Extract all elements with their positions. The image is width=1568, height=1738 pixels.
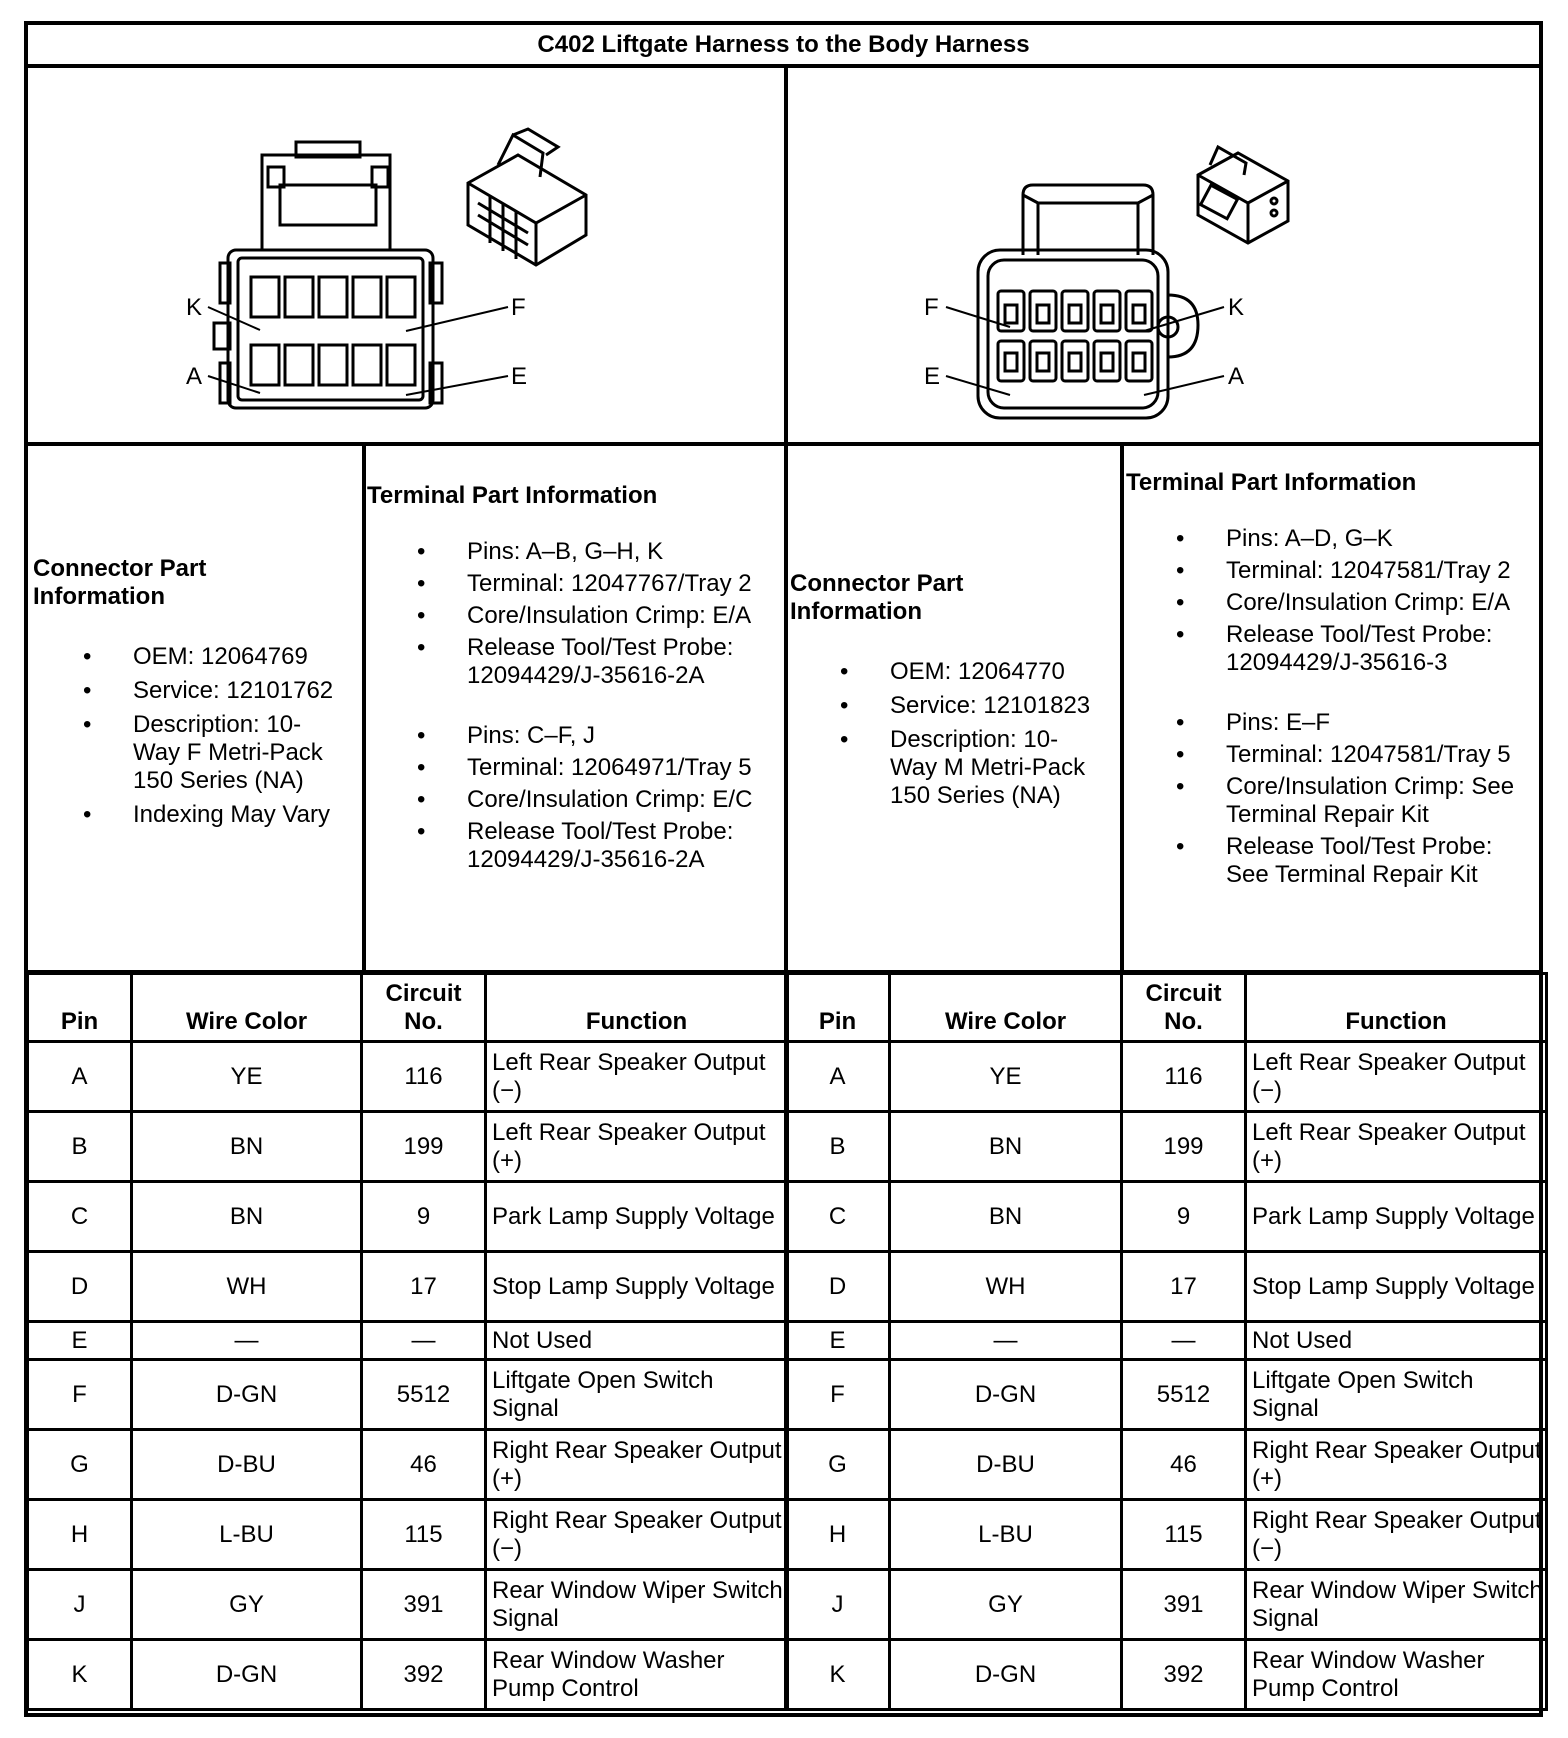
- list-item: • OEM: 12064769: [33, 643, 358, 671]
- wire-color-cell: D-BU: [890, 1430, 1122, 1500]
- table-row: [786, 1252, 1547, 1322]
- wire-color-cell: —: [890, 1322, 1122, 1360]
- list-item: • Description: 10-Way M Metri-Pack 150 Series (NA): [790, 726, 1115, 810]
- header-circuit: Circuit No.: [362, 974, 486, 1042]
- table-row: [28, 1570, 788, 1640]
- circuit-cell: 46: [362, 1430, 486, 1500]
- right-connector-header: Connector Part Information: [790, 570, 964, 625]
- right-label-f: F: [924, 294, 939, 321]
- function-cell: Not Used: [486, 1322, 788, 1360]
- header-pin: Pin: [28, 974, 132, 1042]
- wire-color-cell: BN: [132, 1182, 362, 1252]
- table-row: [786, 1570, 1547, 1640]
- table-row: [28, 1322, 788, 1360]
- list-item: • Pins: C–F, J: [367, 722, 782, 750]
- circuit-cell: 392: [1122, 1640, 1246, 1710]
- table-row: [786, 1500, 1547, 1570]
- left-connector-diagram: [168, 95, 628, 435]
- right-pinout-table: [784, 972, 1548, 1711]
- pin-cell: A: [28, 1042, 132, 1112]
- diagram-divider: [28, 442, 1539, 446]
- center-divider: [784, 64, 788, 992]
- right-terminal-group1: [1126, 525, 1544, 677]
- left-terminal-info: [367, 482, 782, 874]
- circuit-cell: 391: [362, 1570, 486, 1640]
- function-cell: Left Rear Speaker Output (−): [486, 1042, 788, 1112]
- wire-color-cell: BN: [132, 1112, 362, 1182]
- list-item: • Terminal: 12047581/Tray 5: [1126, 741, 1544, 769]
- wire-color-cell: BN: [890, 1182, 1122, 1252]
- list-item: • Pins: A–B, G–H, K: [367, 538, 782, 566]
- list-item: • Pins: A–D, G–K: [1126, 525, 1544, 553]
- pin-cell: E: [786, 1322, 890, 1360]
- wire-color-cell: L-BU: [890, 1500, 1122, 1570]
- right-label-e: E: [924, 363, 941, 390]
- left-info-divider: [362, 442, 366, 972]
- pin-cell: E: [28, 1322, 132, 1360]
- circuit-cell: 199: [362, 1112, 486, 1182]
- header-function: Function: [1246, 974, 1547, 1042]
- list-item: • Indexing May Vary: [33, 801, 358, 829]
- circuit-cell: 17: [1122, 1252, 1246, 1322]
- pin-cell: G: [786, 1430, 890, 1500]
- wire-color-cell: WH: [132, 1252, 362, 1322]
- left-connector-list: [33, 643, 358, 829]
- pin-cell: C: [28, 1182, 132, 1252]
- left-label-k: K: [186, 294, 203, 321]
- list-item: • Release Tool/Test Probe: 12094429/J-35616-2A: [367, 818, 782, 874]
- circuit-cell: 392: [362, 1640, 486, 1710]
- table-row: [28, 1182, 788, 1252]
- table-row: [786, 1360, 1547, 1430]
- circuit-cell: 115: [362, 1500, 486, 1570]
- list-item: • Release Tool/Test Probe: See Terminal Repair Kit: [1126, 833, 1544, 889]
- left-connector-info: [33, 555, 358, 829]
- left-label-f: F: [511, 294, 526, 321]
- wire-color-cell: D-GN: [890, 1360, 1122, 1430]
- left-terminal-group1: [367, 538, 782, 690]
- function-cell: Stop Lamp Supply Voltage: [1246, 1252, 1547, 1322]
- list-item: • Core/Insulation Crimp: See Terminal Repair Kit: [1126, 773, 1544, 829]
- pin-cell: B: [28, 1112, 132, 1182]
- function-cell: Rear Window Washer Pump Control: [1246, 1640, 1547, 1710]
- wire-color-cell: YE: [132, 1042, 362, 1112]
- function-cell: Left Rear Speaker Output (−): [1246, 1042, 1547, 1112]
- list-item: • Release Tool/Test Probe: 12094429/J-35616-2A: [367, 634, 782, 690]
- header-pin: Pin: [786, 974, 890, 1042]
- list-item: • Release Tool/Test Probe: 12094429/J-35616-3: [1126, 621, 1544, 677]
- right-label-k: K: [1228, 294, 1245, 321]
- function-cell: Right Rear Speaker Output (−): [486, 1500, 788, 1570]
- left-terminal-group2: [367, 722, 782, 874]
- left-pinout-table: [26, 972, 789, 1711]
- function-cell: Park Lamp Supply Voltage: [486, 1182, 788, 1252]
- right-connector-list: [790, 658, 1115, 810]
- table-row: [28, 1640, 788, 1710]
- header-circuit: Circuit No.: [1122, 974, 1246, 1042]
- pin-cell: F: [28, 1360, 132, 1430]
- wire-color-cell: L-BU: [132, 1500, 362, 1570]
- function-cell: Right Rear Speaker Output (+): [1246, 1430, 1547, 1500]
- function-cell: Right Rear Speaker Output (−): [1246, 1500, 1547, 1570]
- right-connector-diagram: [924, 95, 1408, 435]
- pin-cell: B: [786, 1112, 890, 1182]
- list-item: • Terminal: 12047767/Tray 2: [367, 570, 782, 598]
- pin-cell: D: [28, 1252, 132, 1322]
- table-row: [786, 1430, 1547, 1500]
- left-label-e: E: [511, 363, 528, 390]
- circuit-cell: —: [362, 1322, 486, 1360]
- function-cell: Rear Window Wiper Switch Signal: [1246, 1570, 1547, 1640]
- list-item: • Terminal: 12064971/Tray 5: [367, 754, 782, 782]
- circuit-cell: 17: [362, 1252, 486, 1322]
- function-cell: Right Rear Speaker Output (+): [486, 1430, 788, 1500]
- circuit-cell: 46: [1122, 1430, 1246, 1500]
- right-terminal-info: [1126, 469, 1544, 889]
- list-item: • Service: 12101823: [790, 692, 1115, 720]
- header-function: Function: [486, 974, 788, 1042]
- table-row: [786, 1042, 1547, 1112]
- left-label-a: A: [186, 363, 203, 390]
- page-title: C402 Liftgate Harness to the Body Harness: [28, 25, 1539, 68]
- list-item: • Terminal: 12047581/Tray 2: [1126, 557, 1544, 585]
- pin-cell: J: [28, 1570, 132, 1640]
- right-connector-info: [790, 570, 1115, 810]
- list-item: • Core/Insulation Crimp: E/C: [367, 786, 782, 814]
- circuit-cell: 5512: [362, 1360, 486, 1430]
- header-wire-color: Wire Color: [132, 974, 362, 1042]
- wire-color-cell: D-GN: [890, 1640, 1122, 1710]
- wire-color-cell: —: [132, 1322, 362, 1360]
- pin-cell: F: [786, 1360, 890, 1430]
- function-cell: Left Rear Speaker Output (+): [486, 1112, 788, 1182]
- right-terminal-header: Terminal Part Information: [1126, 469, 1417, 496]
- header-wire-color: Wire Color: [890, 974, 1122, 1042]
- wire-color-cell: WH: [890, 1252, 1122, 1322]
- table-row: [786, 1640, 1547, 1710]
- pin-cell: K: [786, 1640, 890, 1710]
- table-row: [28, 1252, 788, 1322]
- table-row: [28, 1430, 788, 1500]
- pin-cell: J: [786, 1570, 890, 1640]
- list-item: • Description: 10-Way F Metri-Pack 150 Series (NA): [33, 711, 358, 795]
- right-info-divider: [1120, 442, 1124, 972]
- circuit-cell: 115: [1122, 1500, 1246, 1570]
- wire-color-cell: BN: [890, 1112, 1122, 1182]
- wire-color-cell: YE: [890, 1042, 1122, 1112]
- pin-cell: H: [786, 1500, 890, 1570]
- table-row: [28, 1112, 788, 1182]
- pin-cell: A: [786, 1042, 890, 1112]
- right-terminal-group2: [1126, 709, 1544, 889]
- table-row: [28, 1360, 788, 1430]
- pin-cell: H: [28, 1500, 132, 1570]
- connector-sheet: [24, 21, 1543, 1717]
- function-cell: Stop Lamp Supply Voltage: [486, 1252, 788, 1322]
- list-item: • OEM: 12064770: [790, 658, 1115, 686]
- left-connector-header: Connector Part Information: [33, 555, 207, 610]
- wire-color-cell: D-BU: [132, 1430, 362, 1500]
- pin-cell: D: [786, 1252, 890, 1322]
- table-row: [28, 1500, 788, 1570]
- wire-color-cell: D-GN: [132, 1640, 362, 1710]
- left-terminal-header: Terminal Part Information: [367, 482, 658, 509]
- function-cell: Not Used: [1246, 1322, 1547, 1360]
- wire-color-cell: GY: [132, 1570, 362, 1640]
- table-row: [28, 1042, 788, 1112]
- table-row: [786, 1112, 1547, 1182]
- function-cell: Rear Window Washer Pump Control: [486, 1640, 788, 1710]
- function-cell: Left Rear Speaker Output (+): [1246, 1112, 1547, 1182]
- circuit-cell: 9: [1122, 1182, 1246, 1252]
- circuit-cell: 116: [362, 1042, 486, 1112]
- circuit-cell: —: [1122, 1322, 1246, 1360]
- list-item: • Core/Insulation Crimp: E/A: [367, 602, 782, 630]
- circuit-cell: 5512: [1122, 1360, 1246, 1430]
- list-item: • Service: 12101762: [33, 677, 358, 705]
- wire-color-cell: D-GN: [132, 1360, 362, 1430]
- circuit-cell: 116: [1122, 1042, 1246, 1112]
- function-cell: Liftgate Open Switch Signal: [486, 1360, 788, 1430]
- pin-cell: G: [28, 1430, 132, 1500]
- circuit-cell: 391: [1122, 1570, 1246, 1640]
- circuit-cell: 199: [1122, 1112, 1246, 1182]
- table-row: [786, 1322, 1547, 1360]
- right-label-a: A: [1228, 363, 1245, 390]
- function-cell: Rear Window Wiper Switch Signal: [486, 1570, 788, 1640]
- function-cell: Park Lamp Supply Voltage: [1246, 1182, 1547, 1252]
- pin-cell: K: [28, 1640, 132, 1710]
- list-item: • Pins: E–F: [1126, 709, 1544, 737]
- wire-color-cell: GY: [890, 1570, 1122, 1640]
- table-row: [786, 1182, 1547, 1252]
- list-item: • Core/Insulation Crimp: E/A: [1126, 589, 1544, 617]
- function-cell: Liftgate Open Switch Signal: [1246, 1360, 1547, 1430]
- pin-cell: C: [786, 1182, 890, 1252]
- circuit-cell: 9: [362, 1182, 486, 1252]
